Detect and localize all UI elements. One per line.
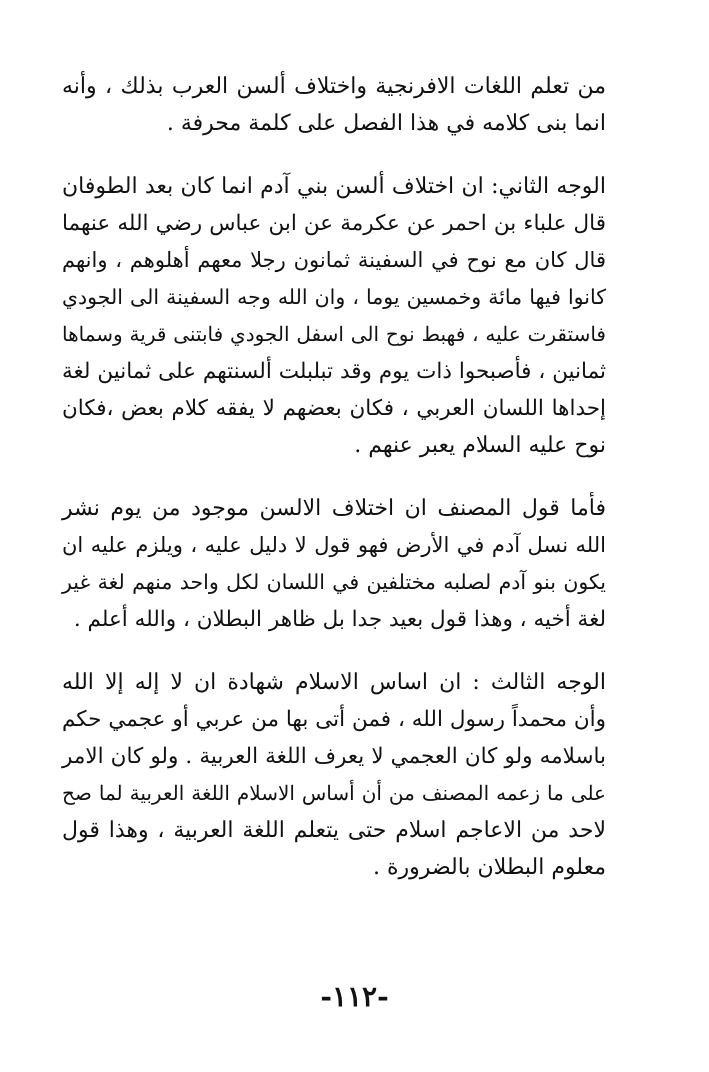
- text-line: فاستقرت عليه ، فهبط نوح الى اسفل الجودي فابتنى قرية وسماها: [62, 322, 606, 346]
- text-line: الوجه الثالث : ان اساس الاسلام شهادة ان لا إله إلا الله: [62, 670, 606, 695]
- text-line: الوجه الثاني: ان اختلاف ألسن بني آدم انما كان بعد الطوفان: [62, 174, 606, 199]
- page-body: [62, 68, 606, 886]
- paragraph-gap: [62, 142, 606, 168]
- paragraph-gap: [62, 638, 606, 664]
- text-line: لاحد من الاعاجم اسلام حتى يتعلم اللغة العربية ، وهذا قول: [62, 818, 606, 843]
- text-line: فأما قول المصنف ان اختلاف الالسن موجود من يوم نشر: [62, 496, 606, 521]
- text-line: نوح عليه السلام يعبر عنهم .: [354, 433, 606, 458]
- text-line: يكون بنو آدم لصلبه مختلفين في اللسان لكل واحد منهم لغة غير: [62, 570, 606, 594]
- paragraph-4: [62, 664, 606, 886]
- paragraph-1: [62, 68, 606, 142]
- paragraph-gap: [62, 464, 606, 490]
- text-line: وأن محمداً رسول الله ، فمن أتى بها من عربي أو عجمي حكم: [62, 707, 606, 732]
- text-line: انما بنى كلامه في هذا الفصل على كلمة محرفة .: [166, 111, 606, 136]
- page-number: -١١٢-: [320, 980, 389, 1013]
- text-line: لغة أخيه ، وهذا قول بعيد جدا بل ظاهر البطلان ، والله أعلم .: [73, 607, 606, 632]
- text-line: ثمانين ، فأصبحوا ذات يوم وقد تبلبلت ألسنتهم على ثمانين لغة: [62, 359, 606, 384]
- text-line: كانوا فيها مائة وخمسين يوما ، وان الله وجه السفينة الى الجودي: [62, 285, 606, 309]
- paragraph-3: [62, 490, 606, 638]
- text-line: باسلامه ولو كان العجمي لا يعرف اللغة العربية . ولو كان الامر: [62, 744, 606, 769]
- text-line: من تعلم اللغات الافرنجية واختلاف ألسن العرب بذلك ، وأنه: [62, 74, 606, 99]
- text-line: إحداها اللسان العربي ، فكان بعضهم لا يفقه كلام بعض ،فكان: [62, 396, 606, 421]
- text-line: قال كان مع نوح في السفينة ثمانون رجلا معهم أهلوهم ، وانهم: [62, 248, 606, 272]
- text-line: الله نسل آدم في الأرض فهو قول لا دليل عليه ، ويلزم عليه ان: [62, 533, 606, 557]
- text-line: على ما زعمه المصنف من أن أساس الاسلام اللغة العربية لما صح: [62, 781, 606, 805]
- text-line: معلوم البطلان بالضرورة .: [373, 855, 606, 880]
- paragraph-2: [62, 168, 606, 464]
- text-line: قال علباء بن احمر عن عكرمة عن ابن عباس رضي الله عنهما: [62, 211, 606, 236]
